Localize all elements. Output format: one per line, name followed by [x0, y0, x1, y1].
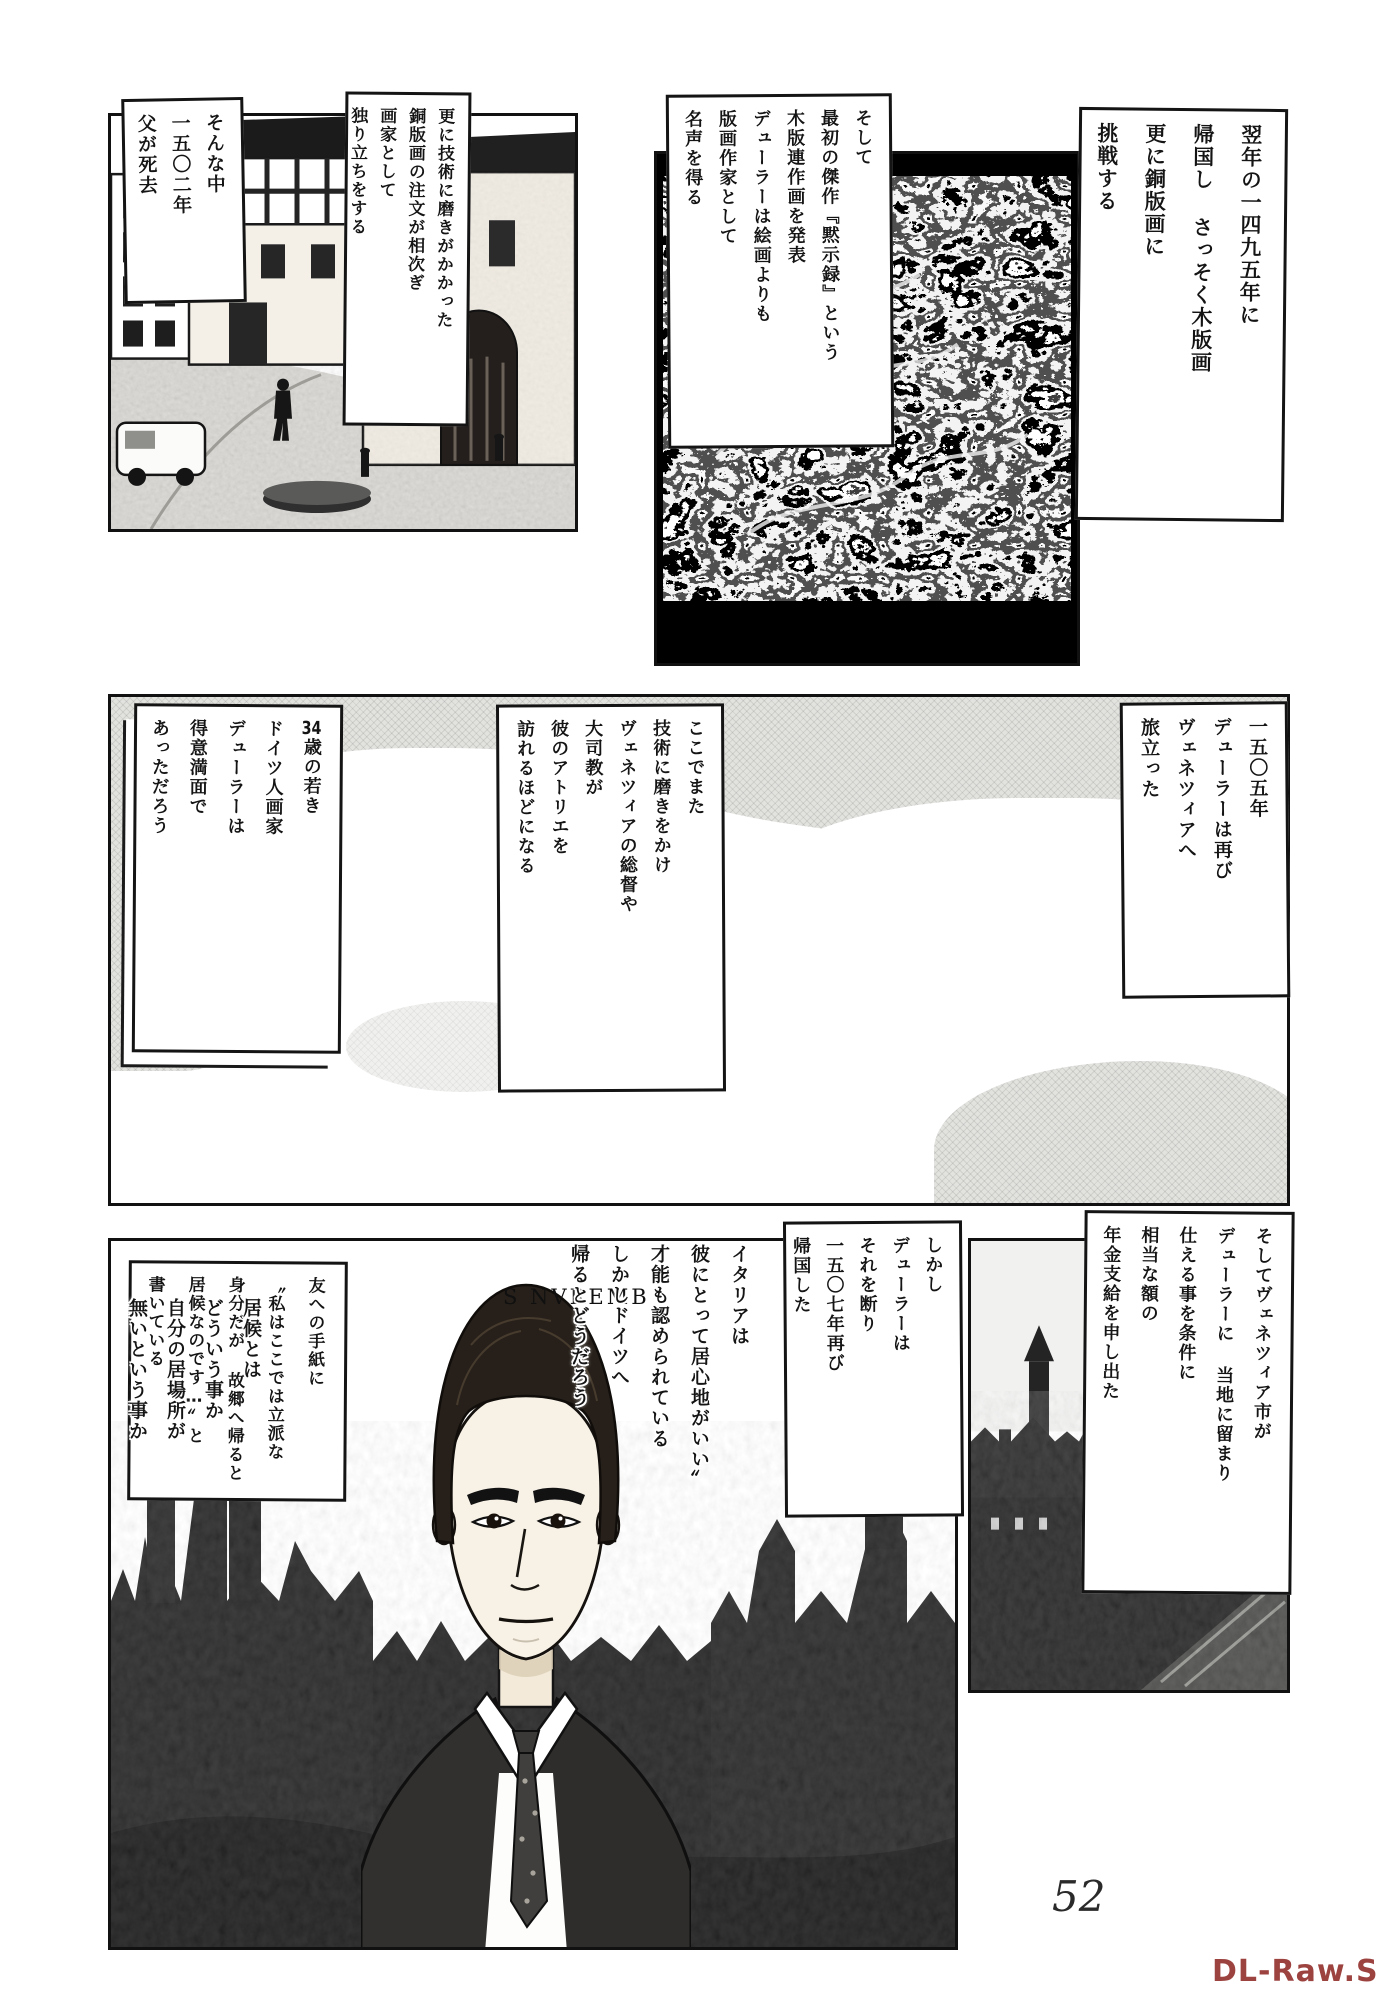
caption-italy-monologue: [547, 1244, 759, 1634]
caption-line: あっただろう: [148, 718, 171, 836]
caption-line: デューラーは: [224, 718, 247, 837]
caption-line: 更に銅版画に: [1141, 122, 1168, 258]
caption-line: 仕える事を条件に: [1175, 1225, 1198, 1383]
caption-line: そして: [851, 108, 874, 167]
caption-line: 木版連作画を発表: [783, 108, 806, 265]
caption-line: デューラーは: [889, 1235, 911, 1353]
caption-line: 訪れるほどになる: [514, 719, 536, 876]
caption-pension-offer: [1081, 1210, 1294, 1595]
caption-line: 帰るとどうだろう: [568, 1244, 590, 1408]
caption-line: 帰国し さっそく木版画: [1188, 123, 1216, 374]
caption-line: 相当な額の: [1137, 1225, 1160, 1324]
caption-atelier-visits: [496, 703, 726, 1092]
caption-line: 才能も認められている: [648, 1244, 670, 1449]
caption-line: 居候なのです…〟と: [183, 1275, 205, 1446]
caption-line: ここでまた: [684, 718, 706, 817]
caption-line: どういう事か: [202, 1298, 224, 1421]
caption-line: そしてヴェネツィア市が: [1250, 1226, 1274, 1442]
caption-line: 画家として: [375, 106, 397, 200]
site-watermark: DL-Raw.S: [1212, 1954, 1379, 1989]
caption-line: 翌年の一四九五年に: [1236, 123, 1264, 327]
caption-line: 身分だが 故郷へ帰ると: [223, 1275, 245, 1483]
caption-refusal-return-1507: [783, 1220, 964, 1517]
caption-line: しかし: [922, 1235, 944, 1295]
caption-line: しかしドイツへ: [608, 1244, 630, 1388]
caption-line: 技術に磨きをかけ: [650, 718, 672, 875]
caption-line: 旅立った: [1137, 717, 1161, 800]
caption-line: 父が死去: [134, 113, 158, 196]
caption-line: 一五〇二年: [168, 112, 193, 216]
caption-line: 銅版画の注文が相次ぎ: [403, 106, 426, 293]
caption-line: 無いという事か: [126, 1298, 148, 1442]
caption-line: ヴェネツィアの総督や: [616, 718, 639, 914]
caption-return-1495: [1075, 107, 1288, 522]
caption-line: 帰国した: [790, 1236, 812, 1315]
caption-line: そんな中: [202, 112, 226, 195]
city-banner-lettering: S NVREMB: [503, 1285, 650, 1309]
caption-line: デューラーに 当地に留まり: [1212, 1226, 1236, 1483]
caption-line: 彼のアトリエを: [548, 719, 570, 856]
caption-line: 大司教が: [582, 719, 604, 798]
caption-line: 独り立ちをする: [346, 106, 368, 237]
caption-line: 自分の居場所が: [164, 1298, 186, 1442]
caption-apocalypse-masterpiece: [666, 93, 894, 449]
caption-line: ヴェネツィアへ: [1173, 717, 1198, 861]
caption-line: デューラーは絵画よりも: [749, 109, 773, 324]
caption-line: 一五〇五年: [1245, 716, 1269, 820]
caption-father-death: [121, 97, 247, 304]
caption-line: ドイツ人画家: [262, 719, 285, 837]
caption-proud-34-year-old: [132, 703, 343, 1053]
caption-line: デューラーは再び: [1209, 716, 1234, 881]
caption-line: 友への手紙に: [303, 1276, 325, 1388]
caption-line: 〝私はここでは立派な: [263, 1276, 285, 1462]
caption-line: それを断り: [856, 1235, 878, 1334]
caption-line: 居候とは: [240, 1298, 262, 1380]
caption-line: 彼にとって居心地がいい〟: [688, 1244, 710, 1490]
caption-line: 得意満面で: [186, 718, 209, 817]
caption-line: 書いている: [144, 1275, 165, 1368]
caption-freeloader-monologue: [116, 1298, 270, 1643]
caption-line: 34歳の若き: [300, 719, 322, 816]
caption-line: イタリアは: [728, 1244, 750, 1347]
caption-venice-departure-1505: [1120, 701, 1291, 998]
caption-line: 最初の傑作『黙示録』という: [817, 108, 841, 363]
caption-line: 挑戦する: [1094, 122, 1120, 213]
cloud-tone: [934, 1061, 1290, 1206]
caption-line: 名声を得る: [681, 109, 704, 208]
page-number: 52: [1052, 1872, 1106, 1921]
caption-line: 一五〇七年再び: [823, 1236, 846, 1373]
caption-line: 更に技術に磨きがかかった: [432, 107, 455, 330]
caption-line: 年金支給を申し出た: [1099, 1225, 1122, 1401]
caption-copperplate-orders: [343, 91, 472, 426]
caption-line: 版画作家として: [715, 109, 738, 246]
